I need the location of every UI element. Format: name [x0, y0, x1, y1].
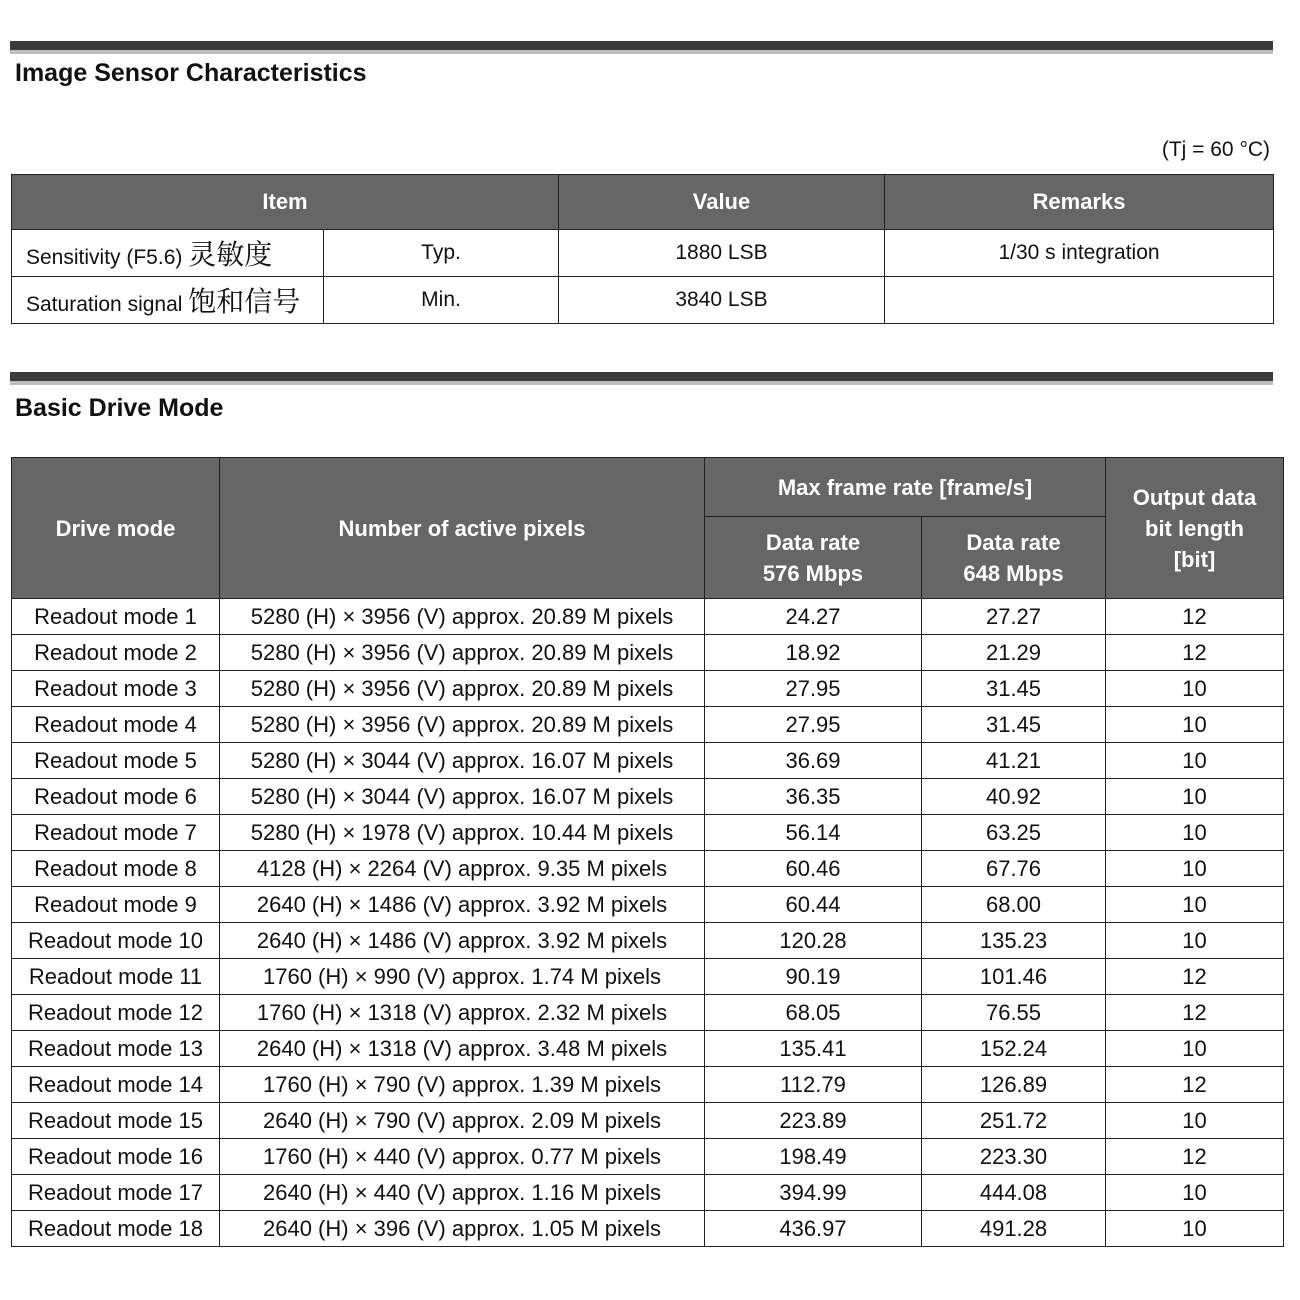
active-pixels-cell: 2640 (H) × 396 (V) approx. 1.05 M pixels: [220, 1211, 705, 1247]
table-row: [12, 230, 1274, 277]
frame-rate-648-cell: 41.21: [922, 743, 1106, 779]
frame-rate-648-cell: 126.89: [922, 1067, 1106, 1103]
active-pixels-cell: 2640 (H) × 1486 (V) approx. 3.92 M pixels: [220, 923, 705, 959]
drive-mode-cell: Readout mode 17: [12, 1175, 220, 1211]
frame-rate-576-cell: 27.95: [705, 671, 922, 707]
bit-length-cell: 10: [1106, 779, 1284, 815]
table-row: [12, 277, 1274, 324]
frame-rate-576-cell: 56.14: [705, 815, 922, 851]
active-pixels-cell: 2640 (H) × 440 (V) approx. 1.16 M pixels: [220, 1175, 705, 1211]
item-label-en: Sensitivity (F5.6): [26, 246, 183, 269]
item-value: 1880 LSB: [559, 230, 885, 277]
active-pixels-cell: 1760 (H) × 1318 (V) approx. 2.32 M pixels: [220, 995, 705, 1031]
frame-rate-648-cell: 68.00: [922, 887, 1106, 923]
bit-length-cell: 10: [1106, 743, 1284, 779]
drive-mode-cell: Readout mode 10: [12, 923, 220, 959]
frame-rate-648-cell: 101.46: [922, 959, 1106, 995]
table-row: [12, 707, 1284, 743]
frame-rate-648-cell: 40.92: [922, 779, 1106, 815]
table-row: [12, 1139, 1284, 1175]
item-type: Min.: [324, 277, 559, 324]
drive-mode-rows: [12, 599, 1284, 1247]
frame-rate-648-cell: 491.28: [922, 1211, 1106, 1247]
header-remarks: Remarks: [885, 175, 1274, 230]
table-row: [12, 887, 1284, 923]
table-row: [12, 599, 1284, 635]
header-line: Data rate: [966, 529, 1061, 555]
header-value: Value: [559, 175, 885, 230]
drive-mode-cell: Readout mode 11: [12, 959, 220, 995]
table-header-row: [12, 458, 1284, 517]
drive-mode-cell: Readout mode 13: [12, 1031, 220, 1067]
table-row: [12, 1103, 1284, 1139]
drive-mode-cell: Readout mode 12: [12, 995, 220, 1031]
header-data-rate-576: [705, 517, 922, 599]
frame-rate-576-cell: 112.79: [705, 1067, 922, 1103]
frame-rate-576-cell: 68.05: [705, 995, 922, 1031]
header-bit-line: [bit]: [1173, 546, 1216, 572]
drive-mode-table: [11, 457, 1284, 1247]
frame-rate-576-cell: 90.19: [705, 959, 922, 995]
bit-length-cell: 10: [1106, 923, 1284, 959]
frame-rate-576-cell: 436.97: [705, 1211, 922, 1247]
frame-rate-576-cell: 36.69: [705, 743, 922, 779]
bit-length-cell: 10: [1106, 815, 1284, 851]
frame-rate-576-cell: 27.95: [705, 707, 922, 743]
active-pixels-cell: 1760 (H) × 790 (V) approx. 1.39 M pixels: [220, 1067, 705, 1103]
table-row: [12, 1031, 1284, 1067]
frame-rate-648-cell: 444.08: [922, 1175, 1106, 1211]
active-pixels-cell: 1760 (H) × 990 (V) approx. 1.74 M pixels: [220, 959, 705, 995]
frame-rate-648-cell: 67.76: [922, 851, 1106, 887]
drive-mode-cell: Readout mode 2: [12, 635, 220, 671]
drive-mode-cell: Readout mode 5: [12, 743, 220, 779]
bit-length-cell: 10: [1106, 1175, 1284, 1211]
header-line: Data rate: [765, 529, 861, 555]
frame-rate-576-cell: 198.49: [705, 1139, 922, 1175]
frame-rate-648-cell: 31.45: [922, 707, 1106, 743]
active-pixels-cell: 5280 (H) × 3044 (V) approx. 16.07 M pixels: [220, 779, 705, 815]
table-row: [12, 1175, 1284, 1211]
drive-mode-cell: Readout mode 14: [12, 1067, 220, 1103]
bit-length-cell: 12: [1106, 1139, 1284, 1175]
table-row: [12, 671, 1284, 707]
frame-rate-576-cell: 223.89: [705, 1103, 922, 1139]
frame-rate-648-cell: 21.29: [922, 635, 1106, 671]
bit-length-cell: 12: [1106, 599, 1284, 635]
table-row: [12, 743, 1284, 779]
drive-mode-cell: Readout mode 15: [12, 1103, 220, 1139]
active-pixels-cell: 2640 (H) × 790 (V) approx. 2.09 M pixels: [220, 1103, 705, 1139]
frame-rate-648-cell: 31.45: [922, 671, 1106, 707]
active-pixels-cell: 2640 (H) × 1318 (V) approx. 3.48 M pixels: [220, 1031, 705, 1067]
drive-mode-cell: Readout mode 8: [12, 851, 220, 887]
frame-rate-648-cell: 76.55: [922, 995, 1106, 1031]
bit-length-cell: 12: [1106, 959, 1284, 995]
frame-rate-648-cell: 135.23: [922, 923, 1106, 959]
item-label-cn: 灵敏度: [188, 239, 273, 270]
active-pixels-cell: 2640 (H) × 1486 (V) approx. 3.92 M pixels: [220, 887, 705, 923]
active-pixels-cell: 5280 (H) × 3956 (V) approx. 20.89 M pixels: [220, 635, 705, 671]
header-line: 576 Mbps: [762, 560, 864, 586]
item-label-cn: 饱和信号: [188, 286, 301, 317]
item-remarks: [885, 277, 1274, 324]
drive-mode-cell: Readout mode 9: [12, 887, 220, 923]
bit-length-cell: 10: [1106, 1031, 1284, 1067]
table-row: [12, 635, 1284, 671]
table-header-row: [12, 175, 1274, 230]
active-pixels-cell: 4128 (H) × 2264 (V) approx. 9.35 M pixels: [220, 851, 705, 887]
frame-rate-576-cell: 394.99: [705, 1175, 922, 1211]
header-max-frame-rate: Max frame rate [frame/s]: [705, 458, 1106, 517]
section-title-image-sensor: Image Sensor Characteristics: [15, 59, 367, 87]
item-label: [12, 277, 324, 324]
section-title-basic-drive-mode: Basic Drive Mode: [15, 394, 224, 422]
bit-length-cell: 10: [1106, 671, 1284, 707]
frame-rate-648-cell: 152.24: [922, 1031, 1106, 1067]
table-row: [12, 779, 1284, 815]
item-value: 3840 LSB: [559, 277, 885, 324]
frame-rate-576-cell: 135.41: [705, 1031, 922, 1067]
table-row: [12, 1211, 1284, 1247]
frame-rate-648-cell: 27.27: [922, 599, 1106, 635]
header-output-bit-length: [1106, 458, 1284, 599]
frame-rate-648-cell: 63.25: [922, 815, 1106, 851]
frame-rate-576-cell: 60.46: [705, 851, 922, 887]
active-pixels-cell: 5280 (H) × 3044 (V) approx. 16.07 M pixels: [220, 743, 705, 779]
table-row: [12, 959, 1284, 995]
item-type: Typ.: [324, 230, 559, 277]
bit-length-cell: 10: [1106, 707, 1284, 743]
item-label: [12, 230, 324, 277]
table-row: [12, 995, 1284, 1031]
header-drive-mode: Drive mode: [12, 458, 220, 599]
frame-rate-576-cell: 24.27: [705, 599, 922, 635]
frame-rate-648-cell: 223.30: [922, 1139, 1106, 1175]
bit-length-cell: 10: [1106, 851, 1284, 887]
drive-mode-cell: Readout mode 6: [12, 779, 220, 815]
drive-mode-cell: Readout mode 7: [12, 815, 220, 851]
frame-rate-576-cell: 18.92: [705, 635, 922, 671]
header-item: Item: [12, 175, 559, 230]
header-data-rate-648: [922, 517, 1106, 599]
active-pixels-cell: 5280 (H) × 3956 (V) approx. 20.89 M pixels: [220, 671, 705, 707]
bit-length-cell: 10: [1106, 1211, 1284, 1247]
table-row: [12, 923, 1284, 959]
drive-mode-cell: Readout mode 1: [12, 599, 220, 635]
item-remarks: 1/30 s integration: [885, 230, 1274, 277]
header-bit-line: Output data: [1132, 484, 1257, 510]
bit-length-cell: 12: [1106, 635, 1284, 671]
header-bit-line: bit length: [1145, 515, 1244, 541]
frame-rate-576-cell: 60.44: [705, 887, 922, 923]
bit-length-cell: 10: [1106, 887, 1284, 923]
section-divider: [10, 372, 1273, 385]
active-pixels-cell: 5280 (H) × 1978 (V) approx. 10.44 M pixels: [220, 815, 705, 851]
bit-length-cell: 10: [1106, 1103, 1284, 1139]
bit-length-cell: 12: [1106, 995, 1284, 1031]
drive-mode-cell: Readout mode 16: [12, 1139, 220, 1175]
header-active-pixels: Number of active pixels: [220, 458, 705, 599]
frame-rate-576-cell: 120.28: [705, 923, 922, 959]
bit-length-cell: 12: [1106, 1067, 1284, 1103]
active-pixels-cell: 5280 (H) × 3956 (V) approx. 20.89 M pixels: [220, 599, 705, 635]
table-row: [12, 851, 1284, 887]
header-line: 648 Mbps: [963, 560, 1064, 586]
active-pixels-cell: 5280 (H) × 3956 (V) approx. 20.89 M pixels: [220, 707, 705, 743]
frame-rate-648-cell: 251.72: [922, 1103, 1106, 1139]
table-row: [12, 1067, 1284, 1103]
item-label-en: Saturation signal: [26, 293, 183, 316]
frame-rate-576-cell: 36.35: [705, 779, 922, 815]
temperature-condition: (Tj = 60 °C): [1161, 138, 1270, 161]
active-pixels-cell: 1760 (H) × 440 (V) approx. 0.77 M pixels: [220, 1139, 705, 1175]
drive-mode-cell: Readout mode 3: [12, 671, 220, 707]
drive-mode-cell: Readout mode 18: [12, 1211, 220, 1247]
drive-mode-cell: Readout mode 4: [12, 707, 220, 743]
table-row: [12, 815, 1284, 851]
section-divider: [10, 41, 1273, 54]
sensor-characteristics-table: [11, 174, 1274, 324]
